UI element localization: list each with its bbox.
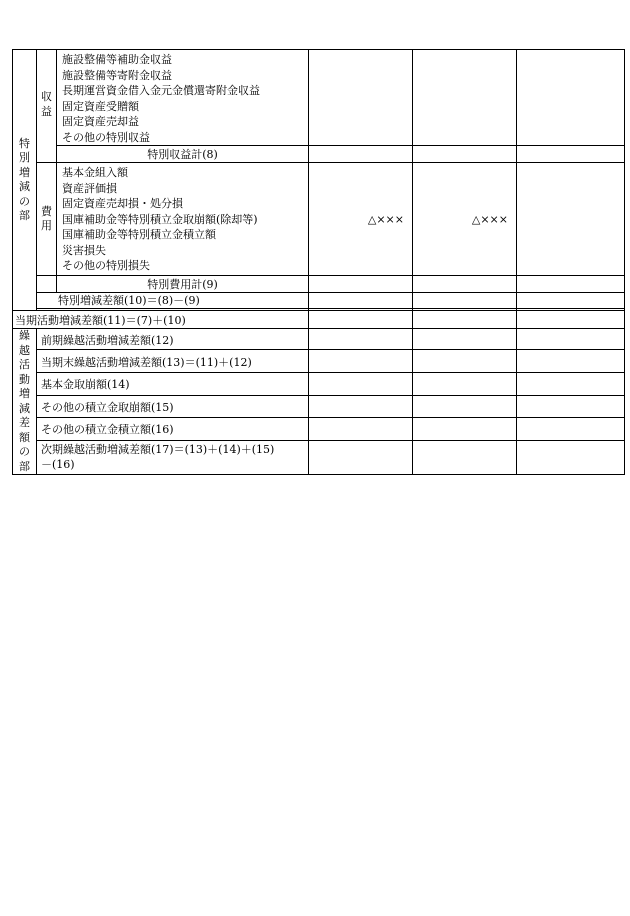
empty-cell xyxy=(37,276,57,293)
value-cell xyxy=(517,373,625,396)
list-item: 長期運営資金借入金元金償還寄附金収益 xyxy=(62,84,260,97)
value-cell xyxy=(517,329,625,350)
carryover-final-line: －(16) xyxy=(41,457,75,471)
carryover-row xyxy=(13,329,625,350)
value-cell xyxy=(517,163,625,276)
revenue-label: 収 益 xyxy=(37,50,57,163)
expense-value-current: △××× xyxy=(309,163,413,276)
value-cell xyxy=(309,373,413,396)
carryover-section-label: 繰 越 活 動 増 減 差 額 の 部 xyxy=(13,329,37,475)
carryover-row-label: その他の積立金積立額(16) xyxy=(37,418,309,441)
value-cell xyxy=(309,276,413,293)
value-cell xyxy=(309,311,413,329)
activity-statement-table xyxy=(12,49,625,475)
value-cell xyxy=(517,146,625,163)
list-item: 資産評価損 xyxy=(62,181,117,195)
value-cell xyxy=(413,276,517,293)
value-cell xyxy=(517,418,625,441)
value-cell xyxy=(413,146,517,163)
list-item: 施設整備等補助金収益 xyxy=(62,53,172,66)
value-cell xyxy=(517,293,625,309)
list-item: 固定資産受贈額 xyxy=(62,99,139,113)
special-difference-label: 特別増減差額(10)＝(8)－(9) xyxy=(37,293,309,309)
list-item: 国庫補助金等特別積立金取崩額(除却等) xyxy=(62,212,258,226)
expense-total-label: 特別費用計(9) xyxy=(57,276,309,293)
list-item: 施設整備等寄附金収益 xyxy=(62,68,172,82)
expense-total-row xyxy=(13,276,625,293)
expense-items xyxy=(57,163,309,276)
revenue-total-label: 特別収益計(8) xyxy=(57,146,309,163)
carryover-row-label: 前期繰越活動増減差額(12) xyxy=(37,329,309,350)
value-cell xyxy=(517,440,625,474)
current-activity-difference-row xyxy=(13,311,625,329)
carryover-row-label: その他の積立金取崩額(15) xyxy=(37,395,309,418)
revenue-items xyxy=(57,50,309,146)
list-item: その他の特別損失 xyxy=(62,259,150,272)
carryover-row xyxy=(13,395,625,418)
carryover-row xyxy=(13,440,625,474)
value-cell xyxy=(413,311,517,329)
carryover-row xyxy=(13,350,625,373)
value-cell xyxy=(413,329,517,350)
value-cell xyxy=(413,440,517,474)
value-cell xyxy=(413,50,517,146)
carryover-row-label: 基本金取崩額(14) xyxy=(37,373,309,396)
special-difference-row xyxy=(13,293,625,309)
revenue-total-row xyxy=(13,146,625,163)
carryover-row xyxy=(13,418,625,441)
carryover-row-label: 当期末繰越活動増減差額(13)＝(11)＋(12) xyxy=(37,350,309,373)
special-revenue-row xyxy=(13,50,625,146)
value-cell xyxy=(309,329,413,350)
list-item: その他の特別収益 xyxy=(62,130,150,144)
special-expense-row xyxy=(13,163,625,276)
value-cell xyxy=(309,146,413,163)
value-cell xyxy=(309,440,413,474)
list-item: 基本金組入額 xyxy=(62,166,128,179)
list-item: 固定資産売却損・処分損 xyxy=(62,197,183,210)
expense-label: 費 用 xyxy=(37,163,57,276)
value-cell xyxy=(309,418,413,441)
value-cell xyxy=(309,395,413,418)
value-cell xyxy=(309,350,413,373)
expense-value-prior: △××× xyxy=(413,163,517,276)
value-cell xyxy=(517,350,625,373)
list-item: 固定資産売却益 xyxy=(62,115,139,128)
special-section-label: 特 別 増 減 の 部 xyxy=(13,50,37,311)
value-cell xyxy=(309,50,413,146)
list-item: 災害損失 xyxy=(62,243,106,257)
value-cell xyxy=(413,373,517,396)
value-cell xyxy=(413,418,517,441)
value-cell xyxy=(309,293,413,309)
value-cell xyxy=(517,276,625,293)
value-cell xyxy=(517,50,625,146)
value-cell xyxy=(413,350,517,373)
current-activity-difference-label: 当期活動増減差額(11)＝(7)＋(10) xyxy=(13,311,309,329)
carryover-row xyxy=(13,373,625,396)
value-cell xyxy=(517,311,625,329)
list-item: 国庫補助金等特別積立金積立額 xyxy=(62,228,216,241)
value-cell xyxy=(413,293,517,309)
carryover-final-line: 次期繰越活動増減差額(17)＝(13)＋(14)＋(15) xyxy=(41,442,275,456)
carryover-final-label xyxy=(37,440,309,474)
value-cell xyxy=(517,395,625,418)
value-cell xyxy=(413,395,517,418)
